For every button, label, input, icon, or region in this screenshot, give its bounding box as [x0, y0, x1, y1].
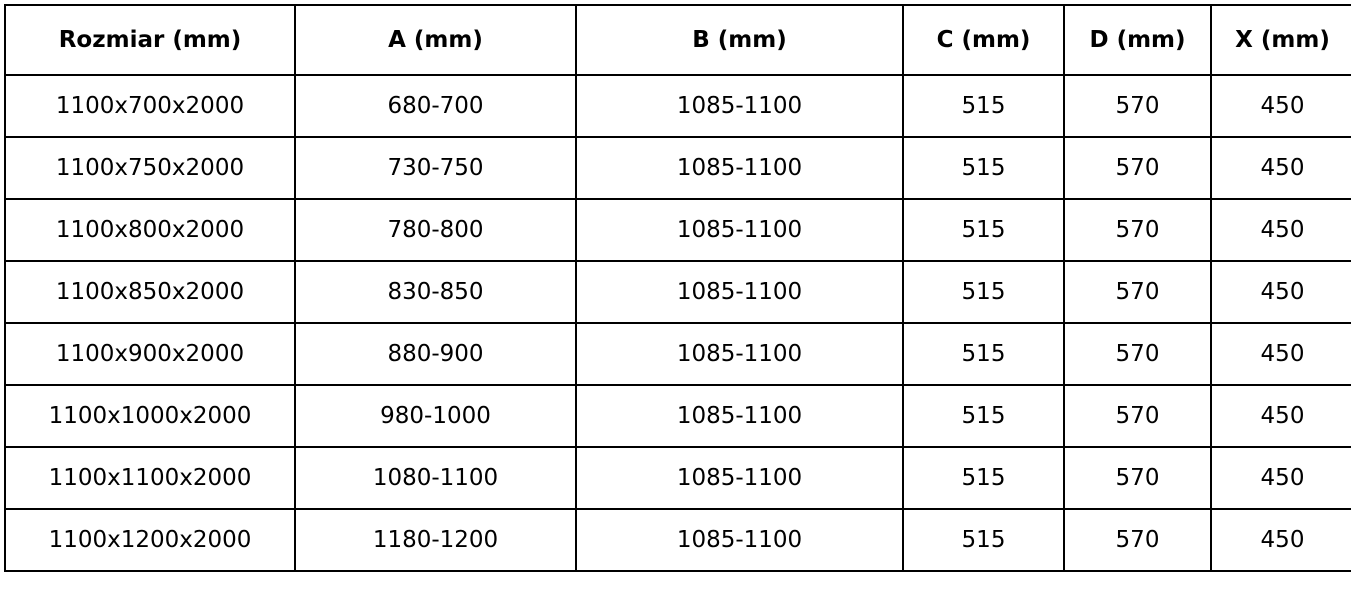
cell-d: 570: [1064, 323, 1211, 385]
table-row: [5, 137, 1351, 199]
cell-a: 780-800: [295, 199, 576, 261]
cell-x: 450: [1211, 447, 1351, 509]
cell-d: 570: [1064, 509, 1211, 571]
cell-d: 570: [1064, 385, 1211, 447]
table-row: [5, 261, 1351, 323]
cell-b: 1085-1100: [576, 509, 903, 571]
cell-d: 570: [1064, 261, 1211, 323]
cell-b: 1085-1100: [576, 323, 903, 385]
table-row: [5, 447, 1351, 509]
cell-a: 1080-1100: [295, 447, 576, 509]
cell-x: 450: [1211, 323, 1351, 385]
table-row: [5, 323, 1351, 385]
cell-b: 1085-1100: [576, 385, 903, 447]
cell-rozmiar: 1100x750x2000: [5, 137, 295, 199]
cell-d: 570: [1064, 137, 1211, 199]
cell-d: 570: [1064, 447, 1211, 509]
cell-a: 730-750: [295, 137, 576, 199]
cell-d: 570: [1064, 199, 1211, 261]
column-header-a: A (mm): [295, 5, 576, 75]
cell-a: 880-900: [295, 323, 576, 385]
column-header-b: B (mm): [576, 5, 903, 75]
cell-a: 680-700: [295, 75, 576, 137]
table-row: [5, 385, 1351, 447]
table-row: [5, 509, 1351, 571]
cell-x: 450: [1211, 261, 1351, 323]
cell-rozmiar: 1100x800x2000: [5, 199, 295, 261]
cell-rozmiar: 1100x1100x2000: [5, 447, 295, 509]
cell-c: 515: [903, 199, 1064, 261]
cell-b: 1085-1100: [576, 199, 903, 261]
cell-b: 1085-1100: [576, 137, 903, 199]
cell-c: 515: [903, 447, 1064, 509]
cell-c: 515: [903, 323, 1064, 385]
table-row: [5, 75, 1351, 137]
cell-c: 515: [903, 509, 1064, 571]
cell-c: 515: [903, 137, 1064, 199]
spec-table-container: [0, 4, 1351, 595]
cell-c: 515: [903, 75, 1064, 137]
cell-a: 980-1000: [295, 385, 576, 447]
cell-a: 830-850: [295, 261, 576, 323]
cell-x: 450: [1211, 385, 1351, 447]
table-row: [5, 199, 1351, 261]
cell-c: 515: [903, 385, 1064, 447]
cell-rozmiar: 1100x900x2000: [5, 323, 295, 385]
column-header-c: C (mm): [903, 5, 1064, 75]
cell-rozmiar: 1100x850x2000: [5, 261, 295, 323]
cell-c: 515: [903, 261, 1064, 323]
cell-x: 450: [1211, 75, 1351, 137]
cell-x: 450: [1211, 509, 1351, 571]
cell-rozmiar: 1100x1000x2000: [5, 385, 295, 447]
cell-a: 1180-1200: [295, 509, 576, 571]
column-header-x: X (mm): [1211, 5, 1351, 75]
cell-b: 1085-1100: [576, 447, 903, 509]
column-header-d: D (mm): [1064, 5, 1211, 75]
column-header-rozmiar: Rozmiar (mm): [5, 5, 295, 75]
cell-b: 1085-1100: [576, 75, 903, 137]
cell-x: 450: [1211, 137, 1351, 199]
cell-x: 450: [1211, 199, 1351, 261]
cell-rozmiar: 1100x1200x2000: [5, 509, 295, 571]
table-header-row: [5, 5, 1351, 75]
cell-d: 570: [1064, 75, 1211, 137]
cell-b: 1085-1100: [576, 261, 903, 323]
dimensions-table: [4, 4, 1351, 572]
cell-rozmiar: 1100x700x2000: [5, 75, 295, 137]
